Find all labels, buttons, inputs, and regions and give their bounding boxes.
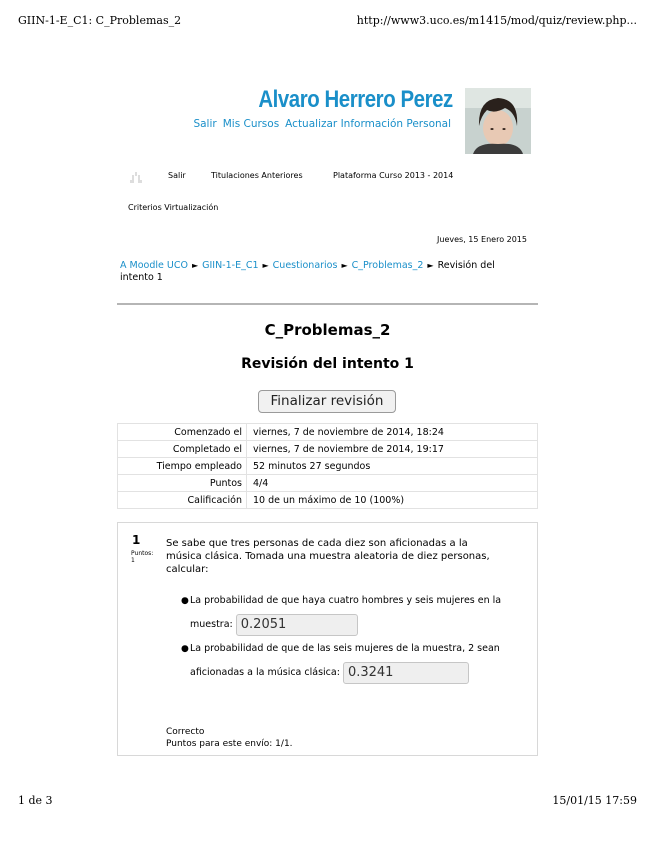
print-date: 15/01/15 17:59 [552, 794, 637, 807]
criterios-link[interactable]: Criterios Virtualización [128, 203, 219, 212]
breadcrumb-current: Revisión del intento 1 [120, 260, 495, 283]
avatar-photo [465, 88, 531, 154]
summary-value: 4/4 [247, 475, 538, 492]
nav-plataforma-link[interactable]: Plataforma Curso 2013 - 2014 [333, 171, 454, 180]
print-doc-title: GIIN-1-E_C1: C_Problemas_2 [18, 14, 182, 27]
page-count: 1 de 3 [18, 794, 53, 807]
summary-label: Calificación [118, 492, 247, 509]
avatar[interactable] [465, 88, 531, 154]
user-links [193, 118, 451, 130]
summary-label: Tiempo empleado [118, 458, 247, 475]
score-text: Puntos para este envío: 1/1. [166, 739, 293, 749]
bullet-icon: ● [181, 644, 189, 654]
answer-field[interactable]: 0.3241 [343, 662, 469, 684]
table-row [118, 475, 538, 492]
table-row [118, 424, 538, 441]
list-item [181, 589, 530, 637]
summary-label: Completado el [118, 441, 247, 458]
summary-value: viernes, 7 de noviembre de 2014, 19:17 [247, 441, 538, 458]
user-name: Alvaro Herrero Perez [258, 86, 453, 113]
breadcrumb-quiz-link[interactable]: C_Problemas_2 [351, 260, 424, 271]
table-row [118, 458, 538, 475]
nav-salir-link[interactable]: Salir [168, 171, 186, 180]
subquestion-prompt: La probabilidad de que de las seis mujeres de la muestra, 2 sean aficionadas a la música clásica: [190, 643, 500, 678]
breadcrumb-separator-icon: ► [262, 261, 269, 270]
quiz-title: C_Problemas_2 [264, 321, 391, 339]
breadcrumb-home-link[interactable]: A Moodle UCO [120, 260, 188, 271]
summary-label: Puntos [118, 475, 247, 492]
summary-label: Comenzado el [118, 424, 247, 441]
points-value: 1 [131, 557, 135, 564]
question-feedback [166, 726, 293, 750]
breadcrumb-quizzes-link[interactable]: Cuestionarios [272, 260, 338, 271]
update-profile-link[interactable]: Actualizar Información Personal [285, 118, 451, 130]
summary-value: viernes, 7 de noviembre de 2014, 18:24 [247, 424, 538, 441]
status-text: Correcto [166, 727, 205, 737]
question-number: 1 [132, 533, 141, 547]
attempt-summary-table [117, 423, 538, 509]
print-url: http://www3.uco.es/m1415/mod/quiz/review.php... [356, 14, 637, 27]
breadcrumb-course-link[interactable]: GIIN-1-E_C1 [202, 260, 259, 271]
breadcrumb-separator-icon: ► [427, 261, 434, 270]
my-courses-link[interactable]: Mis Cursos [222, 118, 280, 130]
subquestion-prompt: La probabilidad de que haya cuatro hombres y seis mujeres en la muestra: [190, 595, 502, 630]
nav-titulaciones-link[interactable]: Titulaciones Anteriores [211, 171, 303, 180]
finish-review-button[interactable]: Finalizar revisión [258, 390, 396, 413]
loading-icon [129, 168, 143, 180]
table-row [118, 492, 538, 509]
list-item [181, 637, 530, 685]
summary-value: 10 de un máximo de 10 (100%) [247, 492, 538, 509]
bullet-icon: ● [181, 596, 189, 606]
summary-value: 52 minutos 27 segundos [247, 458, 538, 475]
breadcrumb [120, 260, 520, 284]
table-row [118, 441, 538, 458]
attempt-title: Revisión del intento 1 [241, 356, 414, 372]
question-card [117, 522, 538, 756]
points-label: Puntos: [131, 550, 154, 557]
answer-field[interactable]: 0.2051 [236, 614, 358, 636]
breadcrumb-separator-icon: ► [191, 261, 199, 270]
current-date: Jueves, 15 Enero 2015 [437, 235, 527, 244]
divider [117, 303, 538, 305]
logout-link[interactable]: Salir [193, 118, 217, 130]
question-points [131, 550, 159, 564]
question-text: Se sabe que tres personas de cada diez son aficionadas a la música clásica. Tomada una muestra aleatoria de diez personas, calcular: [166, 538, 490, 575]
breadcrumb-separator-icon: ► [341, 261, 348, 270]
